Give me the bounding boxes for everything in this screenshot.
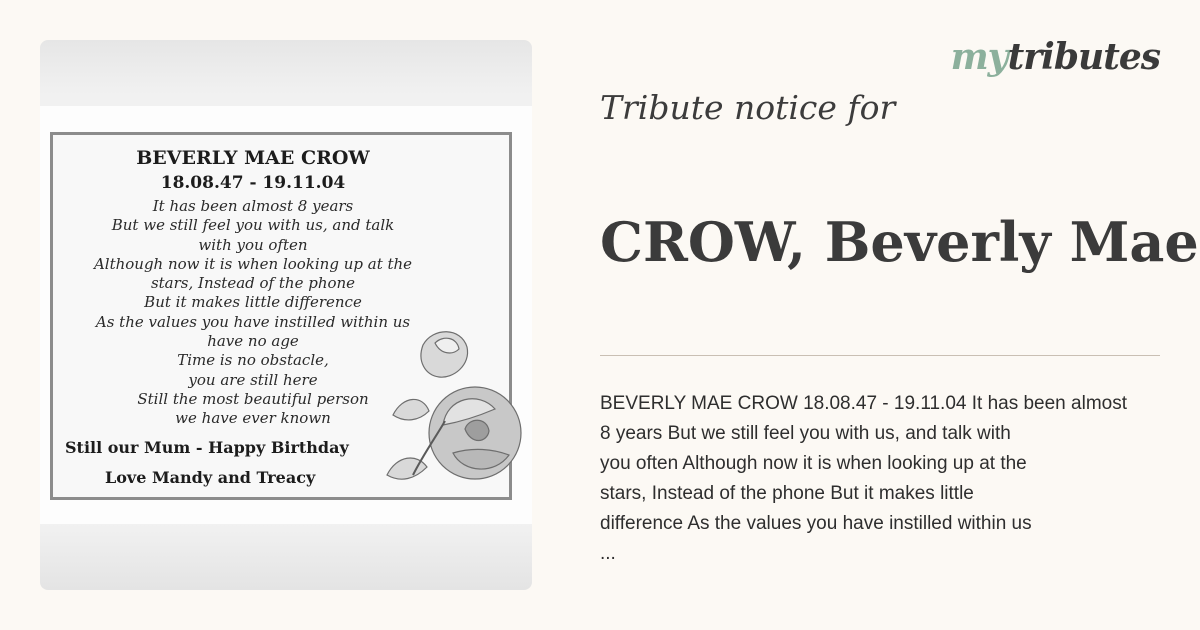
excerpt-line: difference As the values you have instilled within us — [600, 513, 1032, 534]
signature-line: Love Mandy and Treacy — [105, 468, 316, 487]
notice-dates: 18.08.47 - 19.11.04 — [160, 173, 346, 193]
brand-part-tributes: tributes — [1007, 36, 1160, 78]
notice-box — [50, 132, 512, 500]
poem-line: we have ever known — [175, 409, 331, 428]
poem-line: As the values you have instilled within us — [95, 312, 411, 331]
brand-logo[interactable] — [951, 36, 1160, 78]
notice-sheet — [40, 106, 532, 524]
roses-illustration — [383, 325, 523, 495]
rose-leaf — [393, 399, 429, 419]
excerpt-line: 8 years But we still feel you with us, and talk with — [600, 423, 1011, 444]
excerpt-line: you often Although now it is when looking up at the — [600, 453, 1027, 474]
excerpt-line: stars, Instead of the phone But it makes little — [600, 483, 974, 504]
notice-name: BEVERLY MAE CROW — [136, 147, 370, 169]
poem-line: But it makes little difference — [144, 293, 362, 312]
poem-line: stars, Instead of the phone — [150, 274, 356, 293]
brand-part-my: my — [950, 36, 1008, 78]
poem-line: Although now it is when looking up at the — [93, 254, 413, 273]
poem-line: It has been almost 8 years — [152, 197, 354, 215]
notice-signature — [65, 433, 385, 493]
poem-line: you are still here — [188, 370, 318, 389]
poem-line: with you often — [198, 235, 308, 254]
divider — [600, 355, 1160, 356]
poem-line: But we still feel you with us, and talk — [111, 216, 395, 235]
signature-line: Still our Mum - Happy Birthday — [65, 438, 349, 457]
page-heading: Tribute notice for — [600, 88, 896, 127]
deceased-name-title: CROW, Beverly Mae — [600, 210, 1199, 274]
poem-line: Still the most beautiful person — [137, 389, 369, 408]
excerpt-line: BEVERLY MAE CROW 18.08.47 - 19.11.04 It has been almost — [600, 393, 1127, 414]
notice-image — [40, 40, 532, 590]
notice-excerpt — [600, 389, 1160, 569]
poem-line: have no age — [207, 332, 299, 351]
poem-line: Time is no obstacle, — [177, 351, 329, 370]
excerpt-line: ... — [600, 543, 616, 564]
